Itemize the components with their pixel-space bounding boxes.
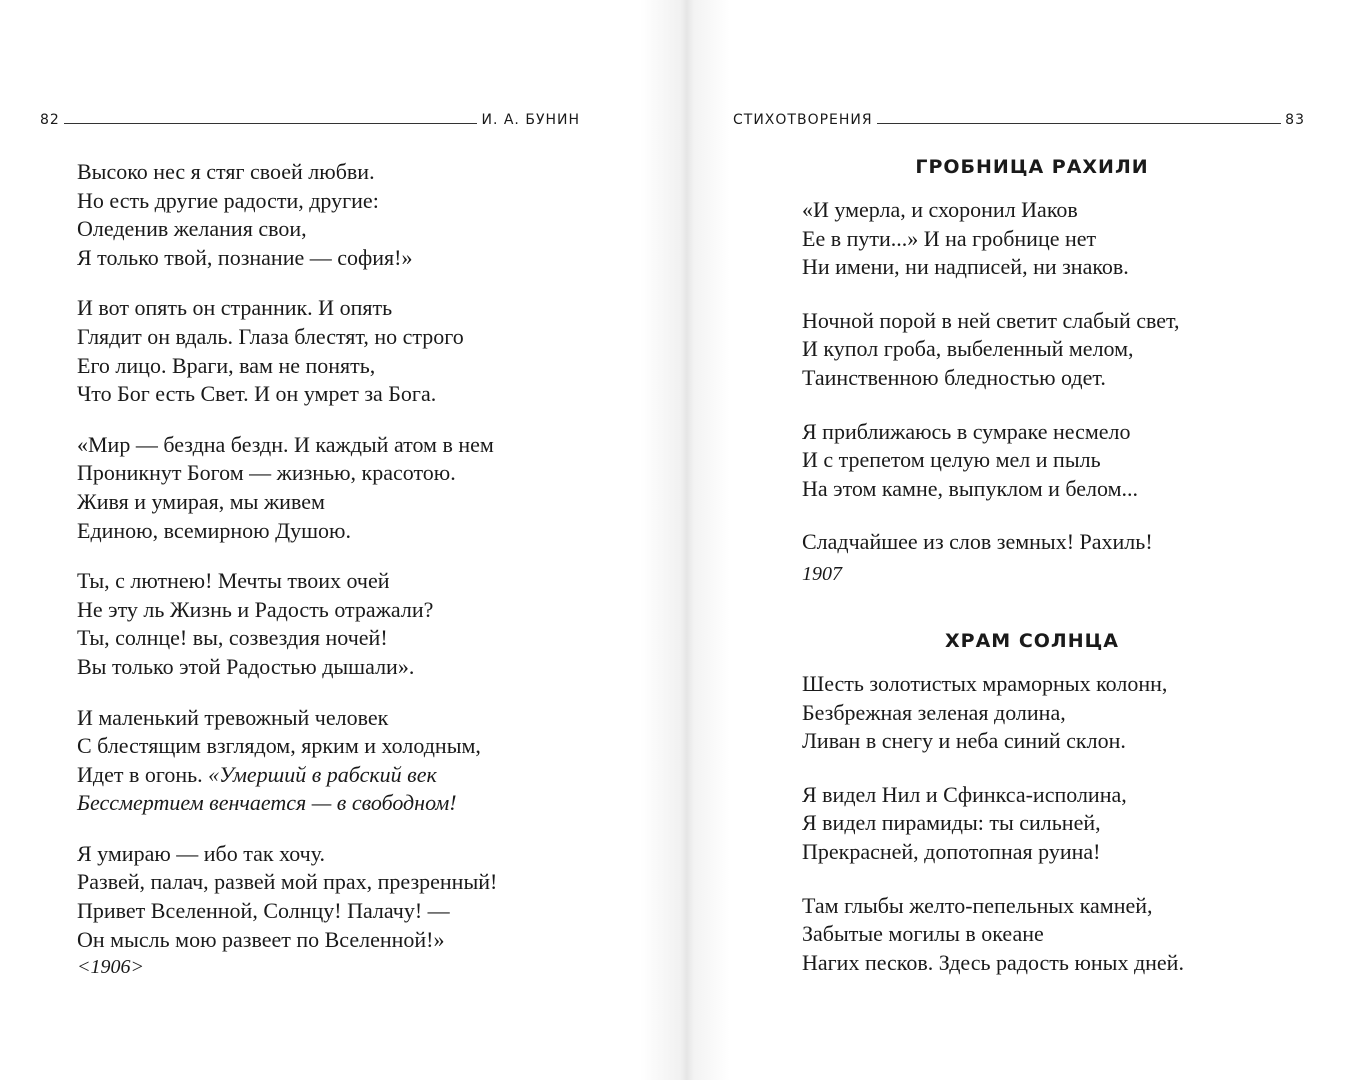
verse-line: Но есть другие радости, другие: — [77, 187, 379, 213]
verse-line: Ее в пути...» И на гробнице нет — [802, 225, 1097, 251]
verse-line: Что Бог есть Свет. И он умрет за Бога. — [77, 381, 437, 407]
header-rule — [64, 123, 478, 124]
page-number-right: 83 — [1285, 112, 1305, 128]
verse-line: Я только твой, познание — софия!» — [77, 244, 413, 270]
verse-line: Живя и умирая, мы живем — [77, 488, 325, 514]
verse-line: Ты, солнце! вы, созвездия ночей! — [77, 625, 388, 651]
poem-date: <1906> — [77, 956, 144, 979]
verse-line: На этом камне, выпуклом и белом... — [802, 475, 1139, 501]
right-page-text — [802, 156, 1262, 1002]
left-running-header — [40, 112, 580, 128]
running-head-section: СТИХОТВОРЕНИЯ — [733, 112, 873, 128]
poem-title: ХРАМ СОЛНЦА — [945, 629, 1119, 652]
verse-line: Его лицо. Враги, вам не понять, — [77, 352, 376, 378]
verse-line: Глядит он вдаль. Глаза блестят, но строго — [77, 323, 464, 349]
verse-line: Там глыбы желто-пепельных камней, — [802, 892, 1153, 918]
verse-line: «Мир — бездна бездн. И каждый атом в нем — [77, 431, 494, 457]
verse-line: Единою, всемирною Душою. — [77, 517, 351, 543]
header-rule — [877, 123, 1282, 124]
verse-italic: «Умерший в рабский век — [208, 761, 437, 787]
poem-date: 1907 — [802, 562, 842, 585]
verse-line: Ты, с лютнею! Мечты твоих очей — [77, 568, 390, 594]
stanza — [77, 567, 497, 681]
verse-line: Прекрасней, допотопная руина! — [802, 838, 1101, 864]
verse-line: Сладчайшее из слов земных! Рахиль! — [802, 529, 1153, 555]
verse-text: Идет в огонь. — [77, 761, 209, 787]
verse-line: И купол гроба, выбеленный мелом, — [802, 336, 1134, 362]
verse-line: Он мысль мою развеет по Вселенной!» — [77, 926, 445, 952]
stanza — [802, 307, 1262, 393]
stanza — [77, 158, 497, 272]
poem-title: ГРОБНИЦА РАХИЛИ — [915, 156, 1149, 178]
stanza — [77, 294, 497, 408]
verse-line: Я видел Нил и Сфинкса-исполина, — [802, 781, 1127, 807]
verse-line: Ночной порой в ней светит слабый свет, — [802, 307, 1180, 333]
stanza — [77, 431, 497, 545]
verse-line: Вы только этой Радостью дышали». — [77, 653, 415, 679]
verse-line: Проникнут Богом — жизнью, красотою. — [77, 460, 456, 486]
verse-line: Оледенив желания свои, — [77, 216, 307, 242]
verse-line: Я умираю — ибо так хочу. — [77, 840, 326, 866]
stanza — [802, 196, 1262, 282]
verse-line: Привет Вселенной, Солнцу! Палачу! — — [77, 898, 450, 924]
stanza — [802, 528, 1262, 557]
verse-line: Таинственною бледностью одет. — [802, 364, 1106, 390]
stanza — [77, 704, 497, 818]
right-running-header — [733, 112, 1305, 128]
verse-line: Ни имени, ни надписей, ни знаков. — [802, 254, 1129, 280]
verse-line: И с трепетом целую мел и пыль — [802, 447, 1101, 473]
running-head-author: И. А. БУНИН — [481, 112, 580, 128]
verse-line: Нагих песков. Здесь радость юных дней. — [802, 949, 1184, 975]
verse-line: Я приближаюсь в сумраке несмело — [802, 418, 1131, 444]
verse-line: «И умерла, и схоронил Иаков — [802, 197, 1078, 222]
verse-line: И маленький тревожный человек — [77, 704, 389, 730]
stanza — [802, 781, 1262, 867]
verse-line: И вот опять он странник. И опять — [77, 295, 393, 321]
page-number-left: 82 — [40, 112, 60, 128]
verse-line: Развей, палач, развей мой прах, презренный! — [77, 869, 498, 895]
verse-line: Шесть золотистых мраморных колонн, — [802, 670, 1168, 696]
book-gutter — [640, 0, 730, 1080]
verse-line: Бессмертием венчается — в свободном! — [77, 790, 457, 816]
stanza — [802, 418, 1262, 504]
stanza — [802, 670, 1262, 756]
verse-line: Безбрежная зеленая долина, — [802, 699, 1066, 725]
stanza — [77, 840, 497, 954]
left-page-text — [77, 158, 497, 979]
verse-line: Забытые могилы в океане — [802, 921, 1044, 947]
verse-line: Не эту ль Жизнь и Радость отражали? — [77, 596, 434, 622]
verse-line: Я видел пирамиды: ты сильней, — [802, 810, 1101, 836]
verse-line — [77, 761, 497, 790]
verse-line: С блестящим взглядом, ярким и холодным, — [77, 733, 481, 759]
stanza — [802, 892, 1262, 978]
verse-line: Высоко нес я стяг своей любви. — [77, 159, 375, 184]
verse-line: Ливан в снегу и неба синий склон. — [802, 728, 1126, 754]
